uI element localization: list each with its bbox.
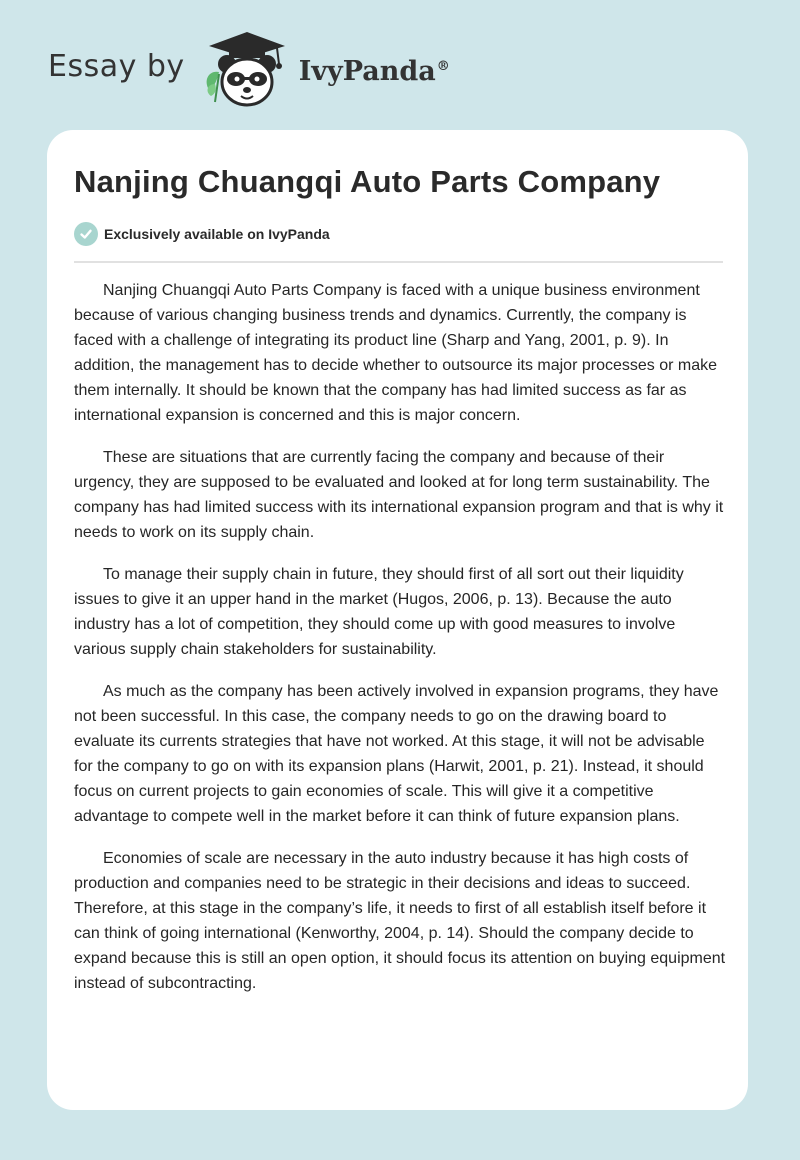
brand-name[interactable]: IvyPanda® [298,55,450,87]
panda-logo-icon[interactable] [201,30,293,110]
paragraph: Economies of scale are necessary in the auto industry because it has high costs of production and companies need to be strategic in their decisions and ideas to succeed. Therefore, at this stage in the company’s life, it needs to first of all establish itself before it can think of going international (Kenworthy, 2004, p. 14). Should the company decide to expand because this is still an open option, it should focus its attention on buying equipment instead of subcontracting. [74,850,726,992]
registered-mark: ® [436,58,450,74]
site-header [48,30,450,110]
essay-by-label: Essay by [48,48,185,84]
essay-card [47,130,748,1110]
exclusive-badge [74,222,330,246]
check-icon [74,222,98,246]
divider [74,261,723,263]
paragraph: These are situations that are currently facing the company and because of their urgency, they are supposed to be evaluated and looked at for long term sustainability. The company has had limited success with its international expansion program and that is why it needs to work on its supply chain. [74,449,724,541]
paragraph: To manage their supply chain in future, they should first of all sort out their liquidity issues to give it an upper hand in the market (Hugos, 2006, p. 13). Because the auto industry has a lot of competition, they should come up with good measures to involve various supply chain stakeholders for sustainability. [74,566,684,658]
essay-title: Nanjing Chuangqi Auto Parts Company [74,164,661,199]
paragraph: Nanjing Chuangqi Auto Parts Company is faced with a unique business environment because of various changing business trends and dynamics. Currently, the company is faced with a challenge of integrating its product line (Sharp and Yang, 2001, p. 9). In addition, the management has to decide whether to outsource its major processes or make them internally. It should be known that the company has had limited success as far as international expansion is concerned and this is major concern. [74,282,718,424]
exclusive-label: Exclusively available on IvyPanda [104,226,330,242]
paragraph: As much as the company has been actively involved in expansion programs, they have not been successful. In this case, the company needs to go on the drawing board to evaluate its currents strategies that have not worked. At this stage, it will not be advisable for the company to go on with its expansion plans (Harwit, 2001, p. 21). Instead, it should focus on current projects to gain economies of scale. This will give it a competitive advantage to compete well in the market before it can think of future expansion plans. [74,683,719,825]
essay-body [74,278,726,1013]
